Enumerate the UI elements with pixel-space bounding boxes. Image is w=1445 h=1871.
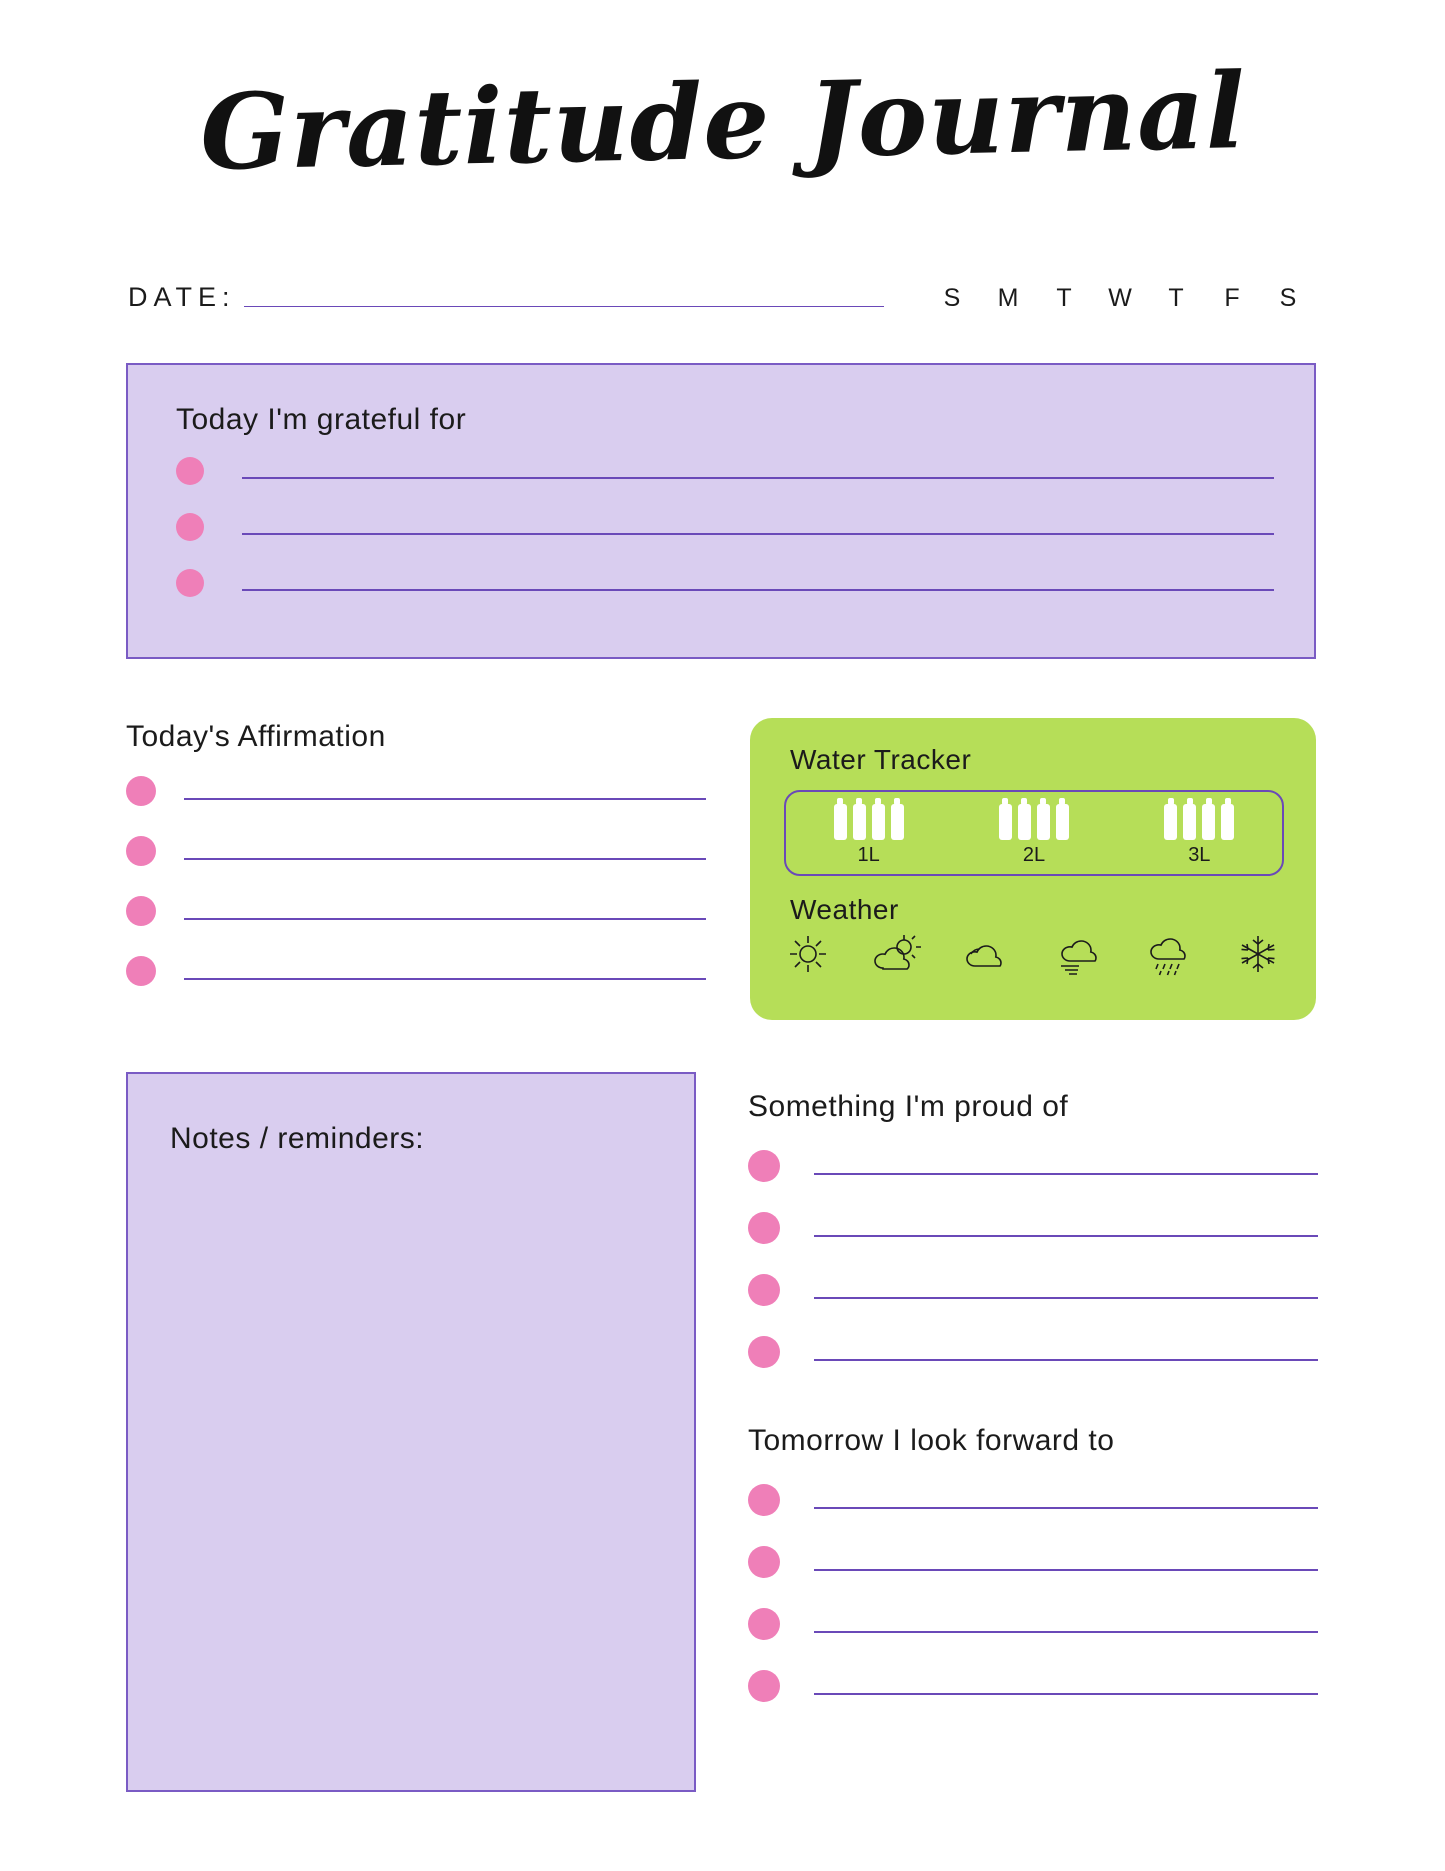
write-line[interactable]: [184, 858, 706, 860]
water-bottle-icon[interactable]: [1202, 804, 1215, 840]
bullet-dot-icon: [748, 1274, 780, 1306]
bullet-dot-icon: [748, 1150, 780, 1182]
write-line[interactable]: [242, 477, 1274, 479]
bullet-dot-icon: [748, 1608, 780, 1640]
section-spacer: [748, 1398, 1318, 1424]
windy-cloud-icon[interactable]: [1053, 932, 1105, 976]
write-line[interactable]: [242, 533, 1274, 535]
water-amount-label: 1L: [857, 843, 880, 866]
grateful-section: [126, 363, 1316, 659]
bullet-dot-icon: [748, 1670, 780, 1702]
list-item[interactable]: [748, 1670, 1318, 1702]
bullet-dot-icon: [748, 1212, 780, 1244]
affirmation-section: [126, 720, 706, 1016]
list-item[interactable]: [748, 1608, 1318, 1640]
cloud-icon[interactable]: [961, 932, 1013, 976]
write-line[interactable]: [814, 1359, 1318, 1361]
snowflake-icon[interactable]: [1236, 932, 1280, 976]
bullet-dot-icon: [176, 569, 204, 597]
rain-cloud-icon[interactable]: [1144, 932, 1196, 976]
water-bottle-icon[interactable]: [1221, 804, 1234, 840]
water-group-3l[interactable]: [1119, 800, 1279, 867]
sun-icon[interactable]: [786, 932, 830, 976]
weekday-saturday[interactable]: S: [1279, 284, 1299, 312]
list-item[interactable]: [126, 836, 706, 866]
right-column: [748, 1090, 1318, 1732]
water-bottle-icon[interactable]: [999, 804, 1012, 840]
list-item[interactable]: [748, 1274, 1318, 1306]
water-tracker-strip: [784, 790, 1284, 876]
water-bottle-icon[interactable]: [891, 804, 904, 840]
bottle-row: [999, 800, 1069, 840]
bullet-dot-icon: [126, 836, 156, 866]
write-line[interactable]: [814, 1693, 1318, 1695]
weekday-friday[interactable]: F: [1224, 284, 1242, 312]
list-item[interactable]: [126, 956, 706, 986]
write-line[interactable]: [814, 1569, 1318, 1571]
sun-behind-cloud-icon[interactable]: [870, 932, 922, 976]
bullet-dot-icon: [126, 896, 156, 926]
notes-section[interactable]: [126, 1072, 696, 1792]
notes-heading: Notes / reminders:: [170, 1122, 425, 1155]
proud-heading: Something I'm proud of: [748, 1090, 1069, 1123]
write-line[interactable]: [814, 1173, 1318, 1175]
list-item[interactable]: [748, 1212, 1318, 1244]
grateful-line-list: [128, 437, 1314, 597]
weather-heading: Weather: [790, 894, 899, 925]
water-bottle-icon[interactable]: [1183, 804, 1196, 840]
bullet-dot-icon: [176, 457, 204, 485]
list-item[interactable]: [748, 1546, 1318, 1578]
list-item[interactable]: [126, 776, 706, 806]
water-bottle-icon[interactable]: [834, 804, 847, 840]
write-line[interactable]: [242, 589, 1274, 591]
list-item[interactable]: [176, 513, 1274, 541]
date-input-line[interactable]: [244, 306, 884, 307]
water-bottle-icon[interactable]: [1056, 804, 1069, 840]
water-amount-label: 3L: [1188, 843, 1211, 866]
water-bottle-icon[interactable]: [1164, 804, 1177, 840]
bullet-dot-icon: [748, 1546, 780, 1578]
water-bottle-icon[interactable]: [1018, 804, 1031, 840]
write-line[interactable]: [814, 1631, 1318, 1633]
water-bottle-icon[interactable]: [1037, 804, 1050, 840]
bullet-dot-icon: [126, 956, 156, 986]
write-line[interactable]: [814, 1235, 1318, 1237]
bullet-dot-icon: [748, 1336, 780, 1368]
list-item[interactable]: [748, 1484, 1318, 1516]
write-line[interactable]: [184, 978, 706, 980]
list-item[interactable]: [748, 1336, 1318, 1368]
write-line[interactable]: [184, 798, 706, 800]
bullet-dot-icon: [176, 513, 204, 541]
water-bottle-icon[interactable]: [872, 804, 885, 840]
water-amount-label: 2L: [1022, 843, 1046, 866]
date-row: [128, 282, 1317, 313]
list-item[interactable]: [176, 457, 1274, 485]
weekday-tuesday[interactable]: T: [1056, 284, 1074, 312]
bullet-dot-icon: [126, 776, 156, 806]
weekday-selector: [925, 284, 1317, 313]
water-group-2l[interactable]: [954, 800, 1114, 867]
bottle-row: [834, 800, 904, 840]
bullet-dot-icon: [748, 1484, 780, 1516]
grateful-heading: Today I'm grateful for: [176, 403, 467, 436]
date-label: DATE:: [128, 282, 236, 312]
water-bottle-icon[interactable]: [853, 804, 866, 840]
list-item[interactable]: [126, 896, 706, 926]
weekday-wednesday[interactable]: W: [1108, 284, 1134, 312]
list-item[interactable]: [176, 569, 1274, 597]
page-title: Gratitude Journal: [199, 49, 1248, 194]
weekday-thursday[interactable]: T: [1168, 284, 1186, 312]
bottle-row: [1164, 800, 1234, 840]
write-line[interactable]: [814, 1507, 1318, 1509]
water-group-1l[interactable]: [789, 800, 949, 867]
write-line[interactable]: [814, 1297, 1318, 1299]
write-line[interactable]: [184, 918, 706, 920]
tomorrow-heading: Tomorrow I look forward to: [748, 1424, 1115, 1457]
water-tracker-heading: Water Tracker: [790, 744, 972, 775]
weekday-monday[interactable]: M: [997, 284, 1021, 312]
weekday-sunday[interactable]: S: [943, 284, 963, 312]
affirmation-heading: Today's Affirmation: [126, 720, 386, 753]
list-item[interactable]: [748, 1150, 1318, 1182]
water-weather-panel: [750, 718, 1316, 1020]
weather-option-row: [750, 926, 1316, 976]
